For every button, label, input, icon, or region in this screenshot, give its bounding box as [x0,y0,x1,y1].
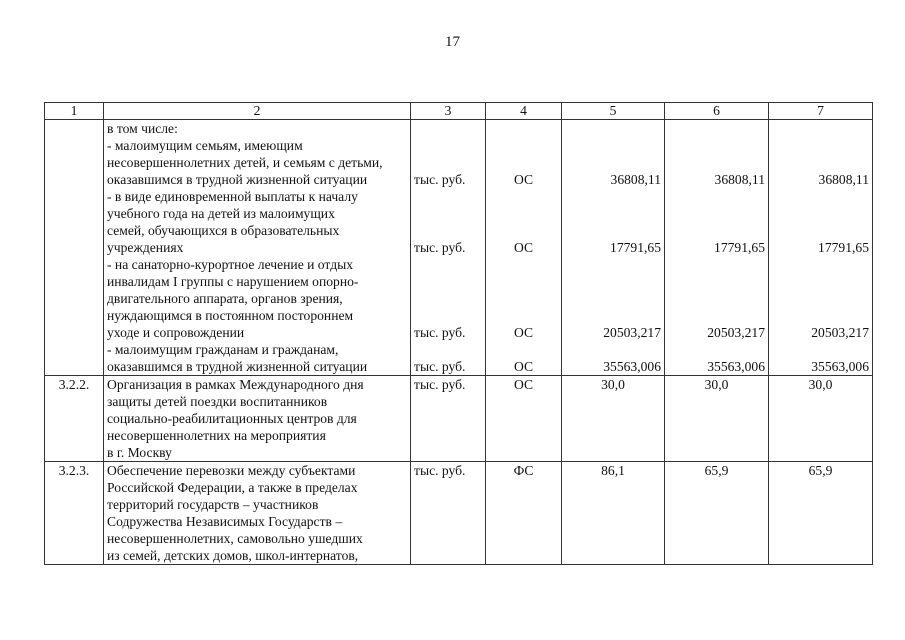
description-line: Организация в рамках Международного дня [107,377,364,392]
unit-cell: тыс. руб. [411,462,486,565]
description-line: в том числе: [107,121,178,136]
header-cell: 2 [104,103,411,120]
description-line: социально-реабилитационных центров для [107,411,357,426]
table-header-row [45,103,873,120]
value-6-cell [665,120,769,376]
value-5-cell: 86,1 [562,462,665,565]
description-line: - в виде единовременной выплаты к началу [107,189,358,204]
unit-value: тыс. руб. [414,325,466,340]
value-5-cell [562,120,665,376]
source-cell: ФС [486,462,562,565]
description-line: Содружества Независимых Государств – [107,514,343,529]
amount-value: 35563,006 [811,359,869,374]
amount-value: 17791,65 [714,240,765,255]
description-line: оказавшимся в трудной жизненной ситуации [107,172,368,187]
description-line: из семей, детских домов, школ-интернатов, [107,548,359,563]
description-line: учреждениях [107,240,184,255]
description-line: в г. Москву [107,445,172,460]
description-line: - на санаторно-курортное лечение и отдых [107,257,354,272]
header-cell: 6 [665,103,769,120]
description-line: учебного года на детей из малоимущих [107,206,335,221]
amount-value: 36808,11 [610,172,661,187]
description-line: оказавшимся в трудной жизненной ситуации [107,359,368,374]
amount-value: 20503,217 [603,325,661,340]
table-row [45,120,873,376]
value-7-cell [769,120,873,376]
amount-value: 35563,006 [603,359,661,374]
amount-value: 36808,11 [818,172,869,187]
header-cell: 1 [45,103,104,120]
description-line: двигательного аппарата, органов зрения, [107,291,343,306]
row-number-cell: 3.2.3. [45,462,104,565]
header-cell: 7 [769,103,873,120]
header-cell: 4 [486,103,562,120]
source-value: ОС [513,240,534,255]
value-7-cell: 30,0 [769,376,873,462]
description-cell [104,462,411,565]
description-line: несовершеннолетних на мероприятия [107,428,326,443]
source-value: ОС [513,172,534,187]
description-line: несовершеннолетних, самовольно ушедших [107,531,363,546]
row-number-cell: 3.2.2. [45,376,104,462]
table-row [45,462,873,565]
amount-value: 17791,65 [818,240,869,255]
description-line: территорий государств – участников [107,497,319,512]
amount-value: 20503,217 [707,325,765,340]
source-value: ОС [513,325,534,340]
data-table [44,102,873,565]
description-line: Российской Федерации, а также в пределах [107,480,358,495]
amount-value: 17791,65 [610,240,661,255]
value-5-cell: 30,0 [562,376,665,462]
row-number-cell [45,120,104,376]
unit-cell [411,120,486,376]
description-line: - малоимущим гражданам и гражданам, [107,342,339,357]
description-line: семей, обучающихся в образовательных [107,223,340,238]
description-line: несовершеннолетних детей, и семьям с детьми, [107,155,383,170]
unit-value: тыс. руб. [414,359,466,374]
value-7-cell: 65,9 [769,462,873,565]
source-cell: ОС [486,376,562,462]
table-row [45,376,873,462]
page-number: 17 [445,34,460,50]
source-cell [486,120,562,376]
unit-value: тыс. руб. [414,172,466,187]
header-cell: 5 [562,103,665,120]
unit-value: тыс. руб. [414,240,466,255]
amount-value: 36808,11 [714,172,765,187]
description-line: - малоимущим семьям, имеющим [107,138,303,153]
source-value: ОС [513,359,534,374]
description-line: уходе и сопровождении [107,325,245,340]
amount-value: 20503,217 [811,325,869,340]
description-line: нуждающимся в постоянном постороннем [107,308,354,323]
unit-cell: тыс. руб. [411,376,486,462]
header-cell: 3 [411,103,486,120]
description-cell [104,120,411,376]
description-cell [104,376,411,462]
description-line: инвалидам I группы с нарушением опорно- [107,274,359,289]
description-line: защиты детей поездки воспитанников [107,394,328,409]
value-6-cell: 65,9 [665,462,769,565]
amount-value: 35563,006 [707,359,765,374]
value-6-cell: 30,0 [665,376,769,462]
description-line: Обеспечение перевозки между субъектами [107,463,356,478]
